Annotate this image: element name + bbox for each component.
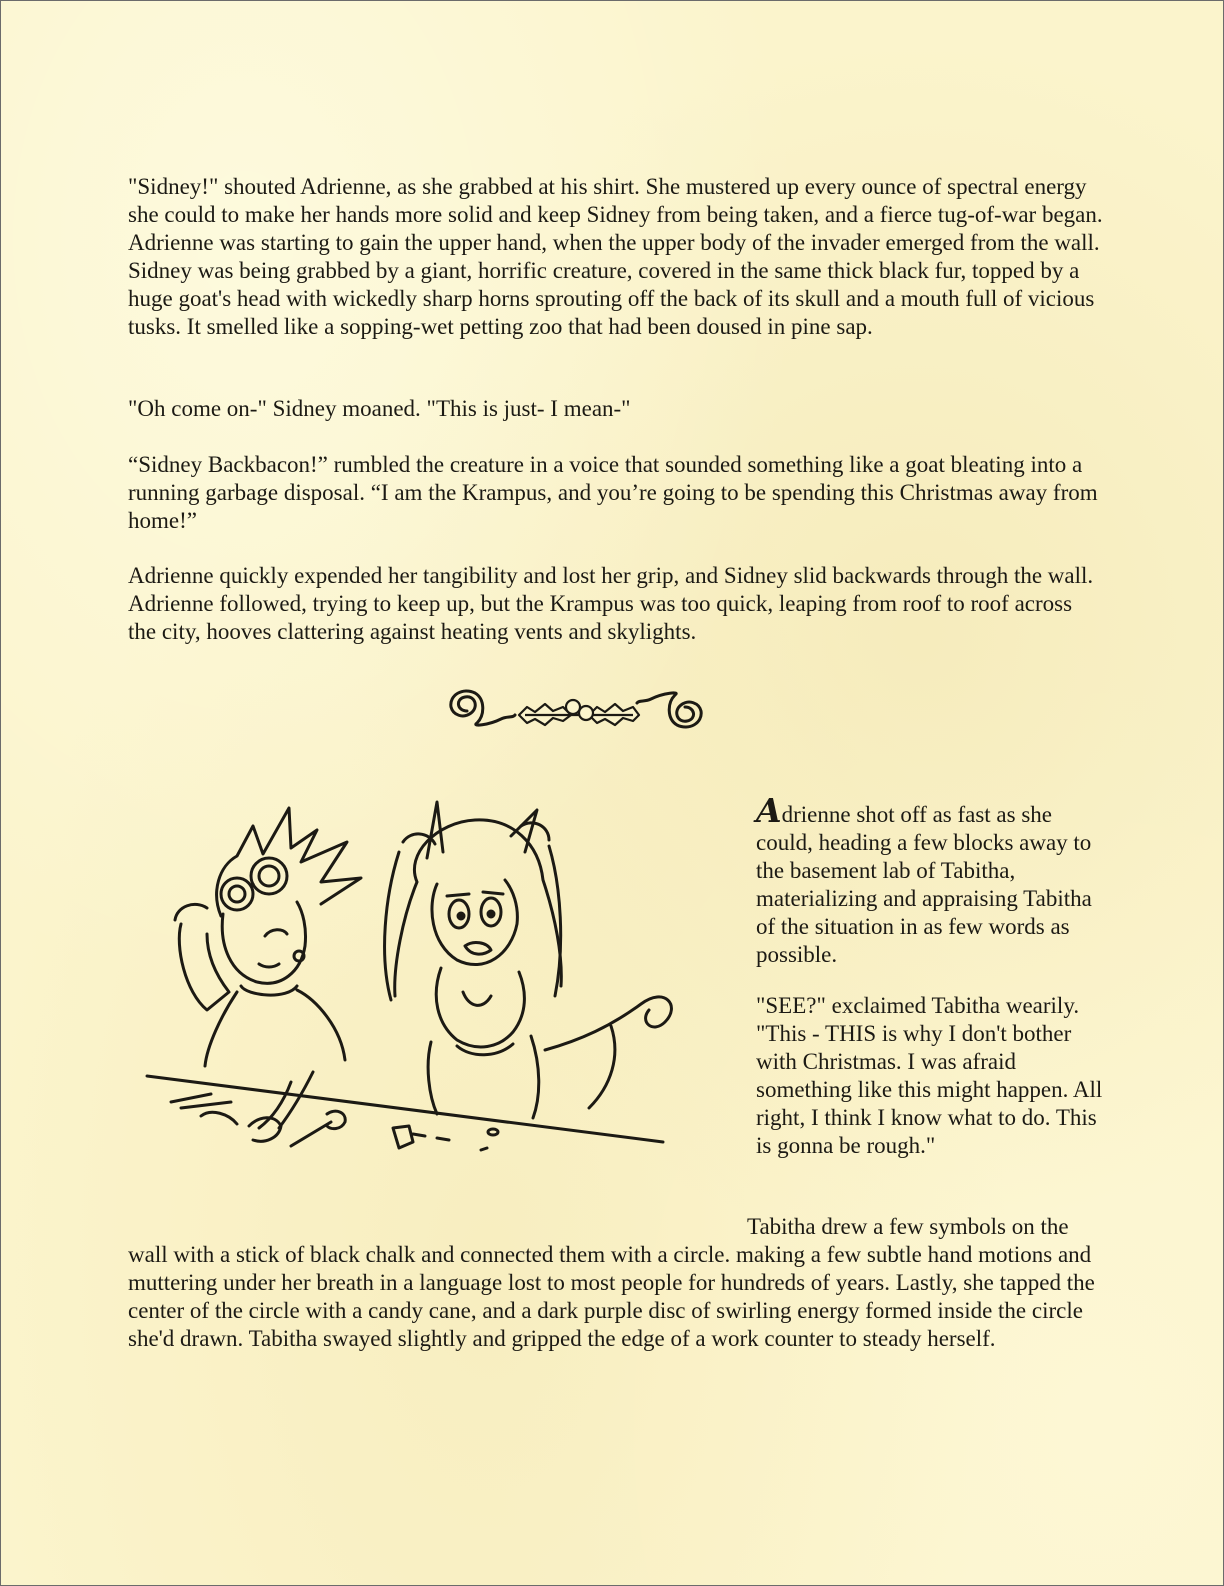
work-counter (147, 1076, 663, 1142)
bolt-icon (393, 1126, 425, 1148)
paragraph-tug-of-war: "Sidney!" shouted Adrienne, as she grabbed at his shirt. She mustered up every ounce of spectral energy she could to make her hands more solid and keep Sidney from being taken, and a fierce tug-of-war began. Adrienne was starting to gain the upper hand, when the upper body of the invader emerged from the wall. Sidney was being grabbed by a giant, horrific creature, covered in the same thick black fur, topped by a huge goat's head with wickedly sharp horns sprouting off the back of its skull and a mouth full of vicious tusks. It smelled like a sopping-wet petting zoo that had been doused in pine sap. (128, 174, 1103, 339)
paragraph-adrienne-to-lab (756, 791, 1106, 969)
drop-cap: A (756, 791, 782, 830)
goggles-icon (221, 878, 253, 910)
holly-swirl-divider-icon (449, 685, 703, 733)
adrienne-tail (545, 997, 671, 1108)
adrienne-body (436, 968, 524, 1047)
wrench-icon (291, 1111, 345, 1146)
paragraph-adrienne-to-lab-text: drienne shot off as fast as she could, heading a few blocks away to the basement lab of Tabitha, materializing and appraising Tabitha of the situation in as few words as possible. (756, 802, 1092, 967)
tabitha-hair (217, 808, 361, 916)
paragraph-chase: Adrienne quickly expended her tangibility and lost her grip, and Sidney slid backwards through the wall. Adrienne followed, trying to keep up, but the Krampus was too quick, leaping from roof to roof across the city, hooves clattering against heating vents and skylights. (128, 563, 1094, 644)
paragraph-krampus-speech: “Sidney Backbacon!” rumbled the creature in a voice that sounded something like a goat bleating into a running garbage disposal. “I am the Krampus, and you’re going to be spending this Christmas away from home!” (128, 452, 1098, 533)
tabitha-and-adrienne-illustration (141, 796, 681, 1176)
tabitha-body (205, 986, 345, 1066)
paragraph-sidney-moan: "Oh come on-" Sidney moaned. "This is just- I mean-" (128, 396, 631, 421)
paragraph-tabitha-weary: "SEE?" exclaimed Tabitha wearily. "This - THIS is why I don't bother with Christmas. I was afraid something like this might happen. All right, I think I know what to do. This is gonna be rough." (756, 993, 1103, 1158)
tabitha-head (222, 902, 305, 983)
paragraph-portal-rest: wall with a stick of black chalk and connected them with a circle. making a few subtle hand motions and muttering under her breath in a language lost to most people for hundreds of years. Lastly, she tapped the center of the circle with a candy cane, and a dark purple disc of swirling energy formed inside the circle she'd drawn. Tabitha swayed slightly and gripped the edge of a work counter to steady herself. (128, 1242, 1095, 1351)
nut-icon (488, 1129, 498, 1135)
paragraph-portal-first-line: Tabitha drew a few symbols on the (747, 1214, 1069, 1239)
adrienne-head (432, 880, 517, 965)
adrienne-hair (395, 820, 562, 996)
